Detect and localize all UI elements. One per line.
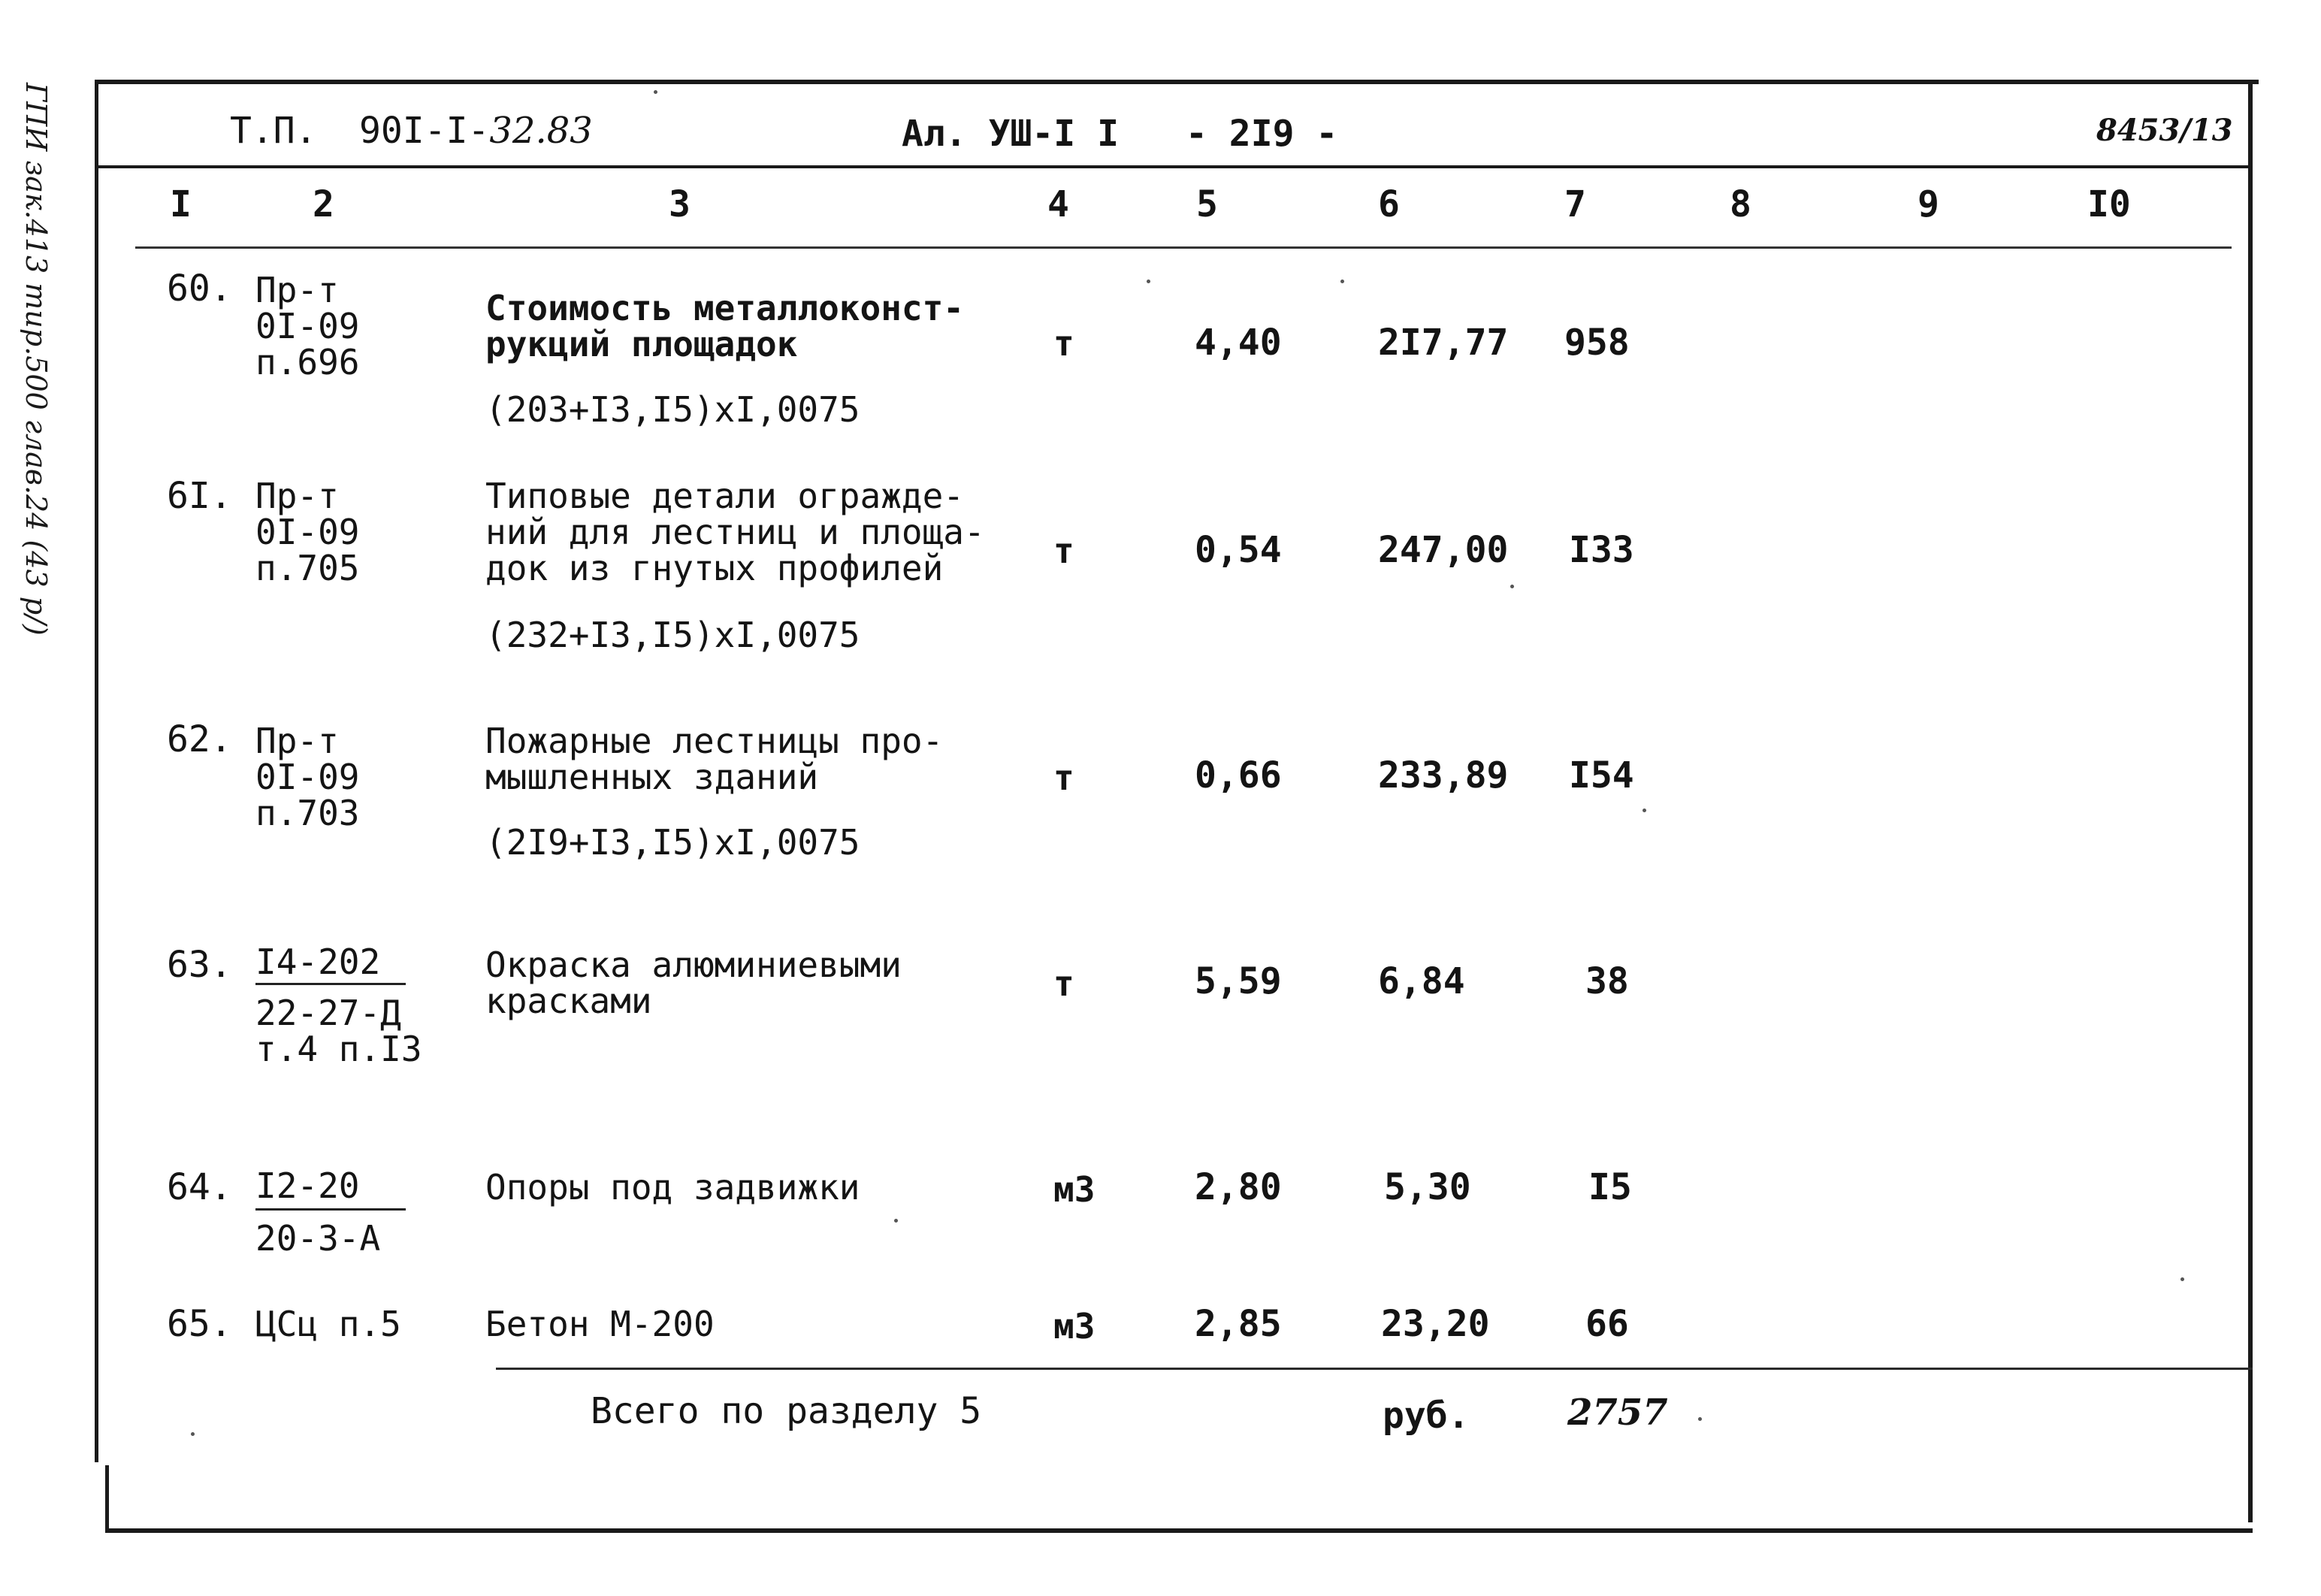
row-total: I5 [1588,1166,1632,1208]
code-line: п.703 [255,793,360,833]
code-line: п.696 [255,342,360,382]
description-line: мышленных зданий [485,757,819,797]
row-unit: т [1053,757,1074,798]
row-code-top: I4-202 [255,942,381,982]
row-number: 62. [167,718,232,760]
column-number-9: 9 [1918,183,1939,225]
row-quantity: 0,54 [1195,529,1282,571]
scan-speck [2180,1277,2184,1281]
album-label: Ал. УШ-I I [902,113,1119,155]
row-unit-price: 6,84 [1378,960,1465,1002]
column-number-10: I0 [2087,183,2131,225]
description-line: док из гнутых профилей [485,548,944,588]
column-number-5: 5 [1196,183,1218,225]
code-line: 20-3-А [255,1218,381,1259]
description-line: Типовые детали огражде- [485,476,964,516]
row-code [255,1306,401,1342]
frame-bottom-border [105,1528,2253,1533]
description-line: Стоимость металлоконст- [485,288,964,328]
row-unit: м3 [1053,1306,1096,1347]
row-description [485,1306,715,1342]
row-unit-price: 5,30 [1384,1166,1471,1208]
code-fraction-line [255,1208,406,1211]
frame-left-border [95,80,98,1462]
scan-speck [191,1432,195,1436]
row-total: 38 [1585,960,1629,1002]
code-line: т.4 п.I3 [255,1029,422,1069]
column-number-8: 8 [1730,183,1751,225]
row-number: 60. [167,268,232,310]
description-line: ний для лестниц и площа- [485,512,985,552]
row-total: I54 [1569,754,1634,796]
frame-right-border [2248,80,2253,1522]
row-code [255,995,422,1067]
tp-number: 90I-I- [359,110,490,152]
description-line: Окраска алюминиевыми [485,945,902,985]
row-quantity: 0,66 [1195,754,1282,796]
scan-speck [1643,809,1646,812]
row-number: 6I. [167,475,232,517]
row-total: I33 [1569,529,1634,571]
column-number-7: 7 [1564,183,1586,225]
scan-speck [1147,280,1150,283]
code-line: Пр-т [255,270,339,310]
row-number: 63. [167,944,232,986]
row-code [255,1218,381,1259]
scan-speck [894,1219,898,1223]
frame-left-border-lower [105,1465,109,1533]
scan-speck [654,90,657,94]
summary-total: 2757 [1567,1392,1668,1434]
row-calculation: (232+I3,I5)xI,0075 [485,615,860,655]
code-line: Пр-т [255,476,339,516]
margin-print-note: ГПИ зак.413 тир.500 глав.24 (43 р/) [20,83,53,636]
scan-speck [1698,1417,1702,1421]
row-quantity: 2,85 [1195,1303,1282,1345]
row-unit-price: 2I7,77 [1378,322,1509,364]
row-description [485,478,985,586]
row-unit-price: 233,89 [1378,754,1509,796]
frame-top-border [95,80,2259,84]
row-code [255,478,359,586]
tp-number-handwritten: 32.83 [489,110,593,152]
row-calculation: (203+I3,I5)xI,0075 [485,389,860,430]
scan-speck [1340,280,1344,283]
row-code [255,723,359,831]
header-divider [95,165,2253,168]
tp-label: Т.П. [230,110,317,152]
row-unit-price: 23,20 [1381,1303,1490,1345]
summary-divider [496,1368,2253,1370]
archive-number: 8453/13 [2096,113,2233,148]
row-number: 65. [167,1303,232,1345]
row-quantity: 5,59 [1195,960,1282,1002]
page-number: - 2I9 - [1186,113,1338,155]
row-code [255,272,359,380]
summary-label: Всего по разделу 5 [591,1390,982,1432]
row-description [485,1167,860,1208]
row-quantity: 2,80 [1195,1166,1282,1208]
column-number-1: I [170,183,192,225]
column-number-6: 6 [1378,183,1400,225]
row-unit: т [1053,530,1074,571]
code-line: Пр-т [255,721,339,761]
description-line: Бетон М-200 [485,1304,715,1344]
code-line: 22-27-Д [255,993,401,1033]
row-unit-price: 247,00 [1378,529,1509,571]
scan-speck [1510,585,1514,588]
row-unit: т [1053,963,1074,1004]
row-total: 958 [1564,322,1630,364]
document-header-code [359,110,593,152]
row-number: 64. [167,1166,232,1208]
code-line: 0I-09 [255,306,360,346]
description-line: Пожарные лестницы про- [485,721,944,761]
description-line: рукций площадок [485,324,798,364]
column-number-3: 3 [669,183,691,225]
column-number-4: 4 [1047,183,1069,225]
description-line: Опоры под задвижки [485,1167,860,1208]
summary-currency: руб. [1383,1395,1470,1437]
row-quantity: 4,40 [1195,322,1282,364]
column-numbers-divider [135,246,2232,249]
row-unit: м3 [1053,1169,1096,1210]
row-total: 66 [1585,1303,1629,1345]
code-line: 0I-09 [255,512,360,552]
code-fraction-line [255,983,406,985]
code-line: п.705 [255,548,360,588]
row-description [485,723,943,795]
description-line: красками [485,981,652,1021]
row-description [485,290,964,362]
row-calculation: (2I9+I3,I5)xI,0075 [485,822,860,863]
code-line: ЦСц п.5 [255,1304,401,1344]
row-unit: т [1053,323,1074,364]
row-code-top: I2-20 [255,1165,360,1206]
code-line: 0I-09 [255,757,360,797]
row-description [485,947,902,1019]
column-number-2: 2 [313,183,334,225]
